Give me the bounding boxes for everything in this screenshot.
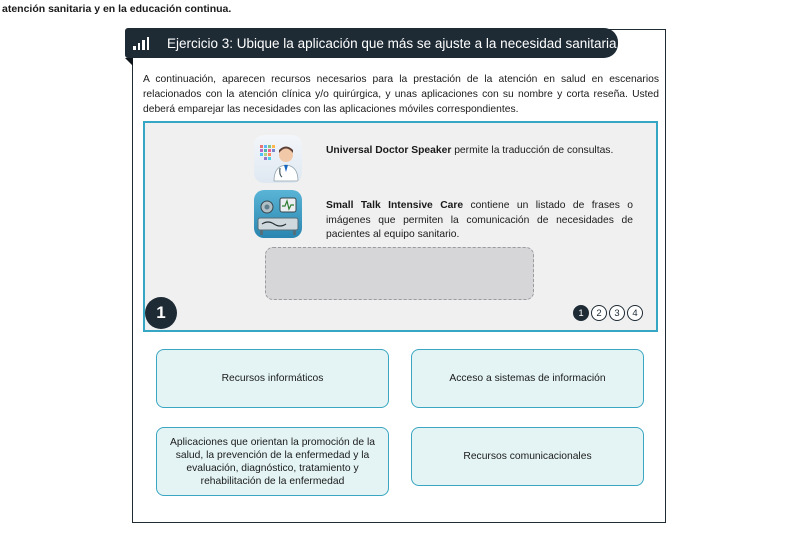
- app-description-1: [326, 144, 616, 159]
- doctor-speaker-icon: [254, 135, 302, 183]
- signal-bars-icon: [133, 36, 149, 50]
- option-aplicaciones-salud[interactable]: [156, 427, 389, 496]
- answer-drop-zone[interactable]: [265, 247, 534, 300]
- app-desc-2: contiene un listado de frases o imágenes que permiten la comunicación de necesidades de pacientes al equipo sanitario.: [326, 200, 633, 240]
- app-name-2: Small Talk Intensive Care: [326, 200, 464, 211]
- icu-equipment-icon: [254, 190, 302, 238]
- option-recursos-comunicacionales[interactable]: [411, 427, 644, 486]
- page-3-button[interactable]: 3: [609, 305, 625, 321]
- option-recursos-informaticos[interactable]: [156, 349, 389, 408]
- app-desc-1: permite la traducción de consultas.: [451, 145, 614, 156]
- app-description-2: [326, 199, 633, 243]
- option-label-2: Acceso a sistemas de información: [449, 373, 606, 384]
- option-label-4: Recursos comunicacionales: [463, 451, 592, 462]
- page-1-button[interactable]: 1: [573, 305, 589, 321]
- preceding-text: atención sanitaria y en la educación continua.: [2, 3, 232, 15]
- step-number-badge: 1: [145, 297, 177, 329]
- app-name-1: Universal Doctor Speaker: [326, 145, 452, 156]
- exercise-title: Ejercicio 3: Ubique la aplicación que más se ajuste a la necesidad sanitaria: [167, 35, 617, 51]
- page-2-button[interactable]: 2: [591, 305, 607, 321]
- question-pagination: [573, 305, 643, 321]
- exercise-instructions: A continuación, aparecen recursos necesarios para la prestación de la atención en salud en escenarios relacionados con la atención clínica y/o quirúrgica, y unas aplicaciones con su nombre y corta reseña. Usted deberá emparejar las necesidades con las aplicaciones móviles correspondientes.: [143, 74, 659, 115]
- page-4-button[interactable]: 4: [627, 305, 643, 321]
- option-acceso-sistemas[interactable]: [411, 349, 644, 408]
- exercise-title-bar: [125, 28, 618, 58]
- option-label-1: Recursos informáticos: [221, 373, 324, 384]
- option-label-3: Aplicaciones que orientan la promoción de la salud, la prevención de la enfermedad y la evaluación, diagnóstico, tratamiento y rehabilitación de la enfermedad: [170, 436, 375, 487]
